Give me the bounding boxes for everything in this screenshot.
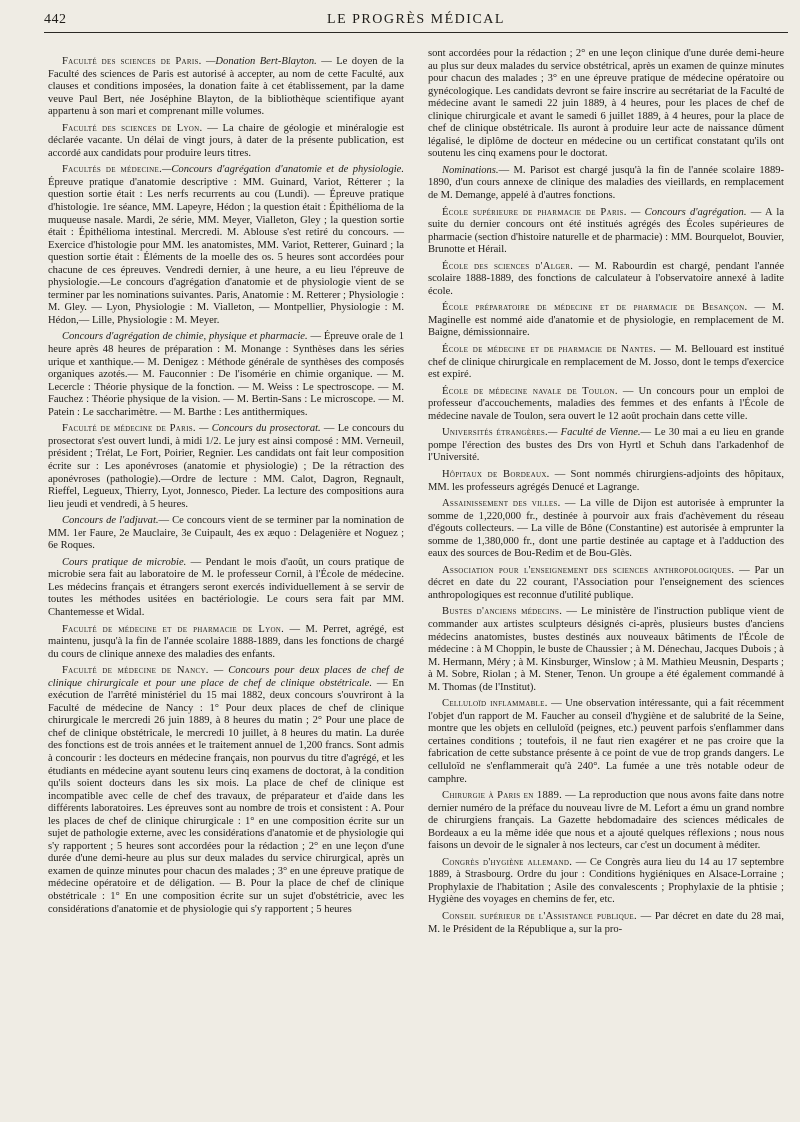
right-column — [428, 48, 784, 940]
news-item-text: — Le ministère de l'instruction publique vient de commander aux artistes sculpteurs désignés ci-après, plusieurs bustes d'anciens médecins anatomistes, bustes destinés aux nouveaux bâtiments de l'École de médecine : à M Choppin, le buste de Chaussier ; à M. Dénechau, Jacques Dubois ; à M. Hermann, Méry ; à M. Kinsburger, Winslow ; à M. Mathieu Meusnin, Desparts ; à M. Sobre, Riolan ; à M. Stener, Tenon. Un groupe a été également commandé à M. Thomas (de l'Institut). — [428, 606, 784, 693]
news-item-heading: Association pour l'enseignement des sciences anthropologiques. — [442, 564, 735, 576]
news-item — [428, 606, 784, 694]
news-item — [428, 261, 784, 299]
news-item-subheading: Concours de l'adjuvat. — [62, 515, 159, 527]
page-number: 442 — [44, 12, 67, 27]
news-item-heading: Faculté des sciences de Lyon. — [62, 122, 203, 134]
news-item — [428, 48, 784, 161]
news-item-heading: Universités étrangères. — [442, 427, 548, 439]
news-item — [48, 164, 404, 327]
news-item — [428, 498, 784, 561]
news-item — [48, 624, 404, 662]
news-item-text: — Par décret en date du 28 mai, M. le Président de la République a, sur la pro- — [428, 911, 784, 935]
news-item — [428, 302, 784, 340]
news-item-text: — M. Maginelle est nommé aide d'anatomie et de physiologie, en remplacement de M. Baigne, démissionnaire. — [428, 302, 785, 339]
news-item-heading: École de médecine et de pharmacie de Nantes. — [442, 344, 657, 356]
news-item-text: — Par un décret en date du 22 courant, l'Association pour l'enseignement des sciences anthropologiques est reconnue d'utilité publique. — [428, 564, 784, 601]
news-item — [428, 469, 784, 494]
journal-title: LE PROGRÈS MÉDICAL — [327, 12, 505, 27]
news-item — [428, 911, 784, 936]
news-item-heading: Faculté des sciences de Paris. — [62, 56, 202, 67]
news-item — [428, 427, 784, 465]
news-item — [48, 423, 404, 511]
news-item-text: — M. Rabourdin est chargé, pendant l'année scolaire 1888-1889, des fonctions de calculateur à l'observatoire annexé à ladite école. — [428, 260, 785, 297]
news-item-subheading: Cours pratique de microbie. — [62, 556, 187, 568]
news-item-text: — Un concours pour un emploi de professeur d'accouchements, maladies des femmes et des enfants à l'École de médecine navale de Toulon, sera ouvert le 12 août prochain dans cette ville. — [428, 385, 784, 422]
news-item-text: — Ce concours vient de se terminer par la nomination de MM. 1er Faure, 2e Mauclaire, 3e Cuipault, 4es ex æquo : Delagenière et Noguez ; 6e Roques. — [48, 515, 404, 552]
news-item-heading: Assainissement des villes. — [442, 498, 561, 510]
news-item-heading: École préparatoire de médecine et de pharmacie de Besançon. — [442, 302, 748, 314]
news-item-text: — Le doyen de la Faculté des sciences de Paris est autorisé à accepter, au nom de cette Faculté, aux clauses et conditions imposées, la donation faite à cet établissement, par la dame veuve Paul Bert, née Joséphine Blayton, de la bibliothèque scientifique ayant appartenu à son mari et comprenant mille volumes. — [48, 56, 404, 118]
news-item-text: — Sont nommés chirurgiens-adjoints des hôpitaux, MM. les professeurs agrégés Denucé et Lagrange. — [428, 468, 784, 493]
news-item-heading: École supérieure de pharmacie de Paris. — [442, 206, 627, 218]
news-item — [428, 857, 784, 907]
news-item-heading: Celluloïd inflammable. — [442, 698, 548, 710]
news-item-text: — M. Bellouard est institué chef de clinique chirurgicale en remplacement de M. Josso, dont le temps d'exercice est expiré. — [428, 344, 785, 381]
news-item — [428, 207, 784, 257]
news-item-text: sont accordées pour la rédaction ; 2° en une leçon clinique d'une durée demi-heure au plus sur deux malades du service obstétrical, après un examen de quinze minutes pour chacun des malades ; 3° en une épreuve pratique de médecine opératoire ou gynécologique. Les candidats devront se faire inscrire au secrétariat de la Faculté de médecine avant le samedi 22 juin 1889, à 4 heures, pour les places de chef de clinique chirurgicale et avant le samedi 6 juillet 1889, à 4 heures, pour la place de chef de clinique obstétricale. Ils auront à produire leur acte de naissance dûment légalisé, le diplôme de docteur en médecine ou un certificat constatant qu'ils ont soutenu les cinq examens pour le doctorat. — [428, 48, 784, 160]
news-item — [428, 790, 784, 853]
news-item-subheading: — Faculté de Vienne. — [548, 427, 641, 439]
news-item — [428, 165, 784, 203]
news-item-subheading: —Donation Bert-Blayton. — [201, 56, 317, 67]
news-item-text: — La chaire de géologie et minéralogie est déclarée vacante. Un délai de vingt jours, à dater de la présente publication, est accordé aux candidats pour produire leurs titres. — [48, 122, 404, 159]
news-item — [48, 515, 404, 553]
news-item — [428, 386, 784, 424]
news-item — [428, 698, 784, 786]
news-item-subheading: Concours d'agrégation de chimie, physique et pharmacie. — [62, 331, 308, 343]
news-item-heading: École des sciences d'Alger. — [442, 260, 574, 272]
news-item — [48, 331, 404, 419]
news-item — [48, 123, 404, 161]
news-item-text: — Une observation intéressante, qui a fait récemment l'objet d'un rapport de M. Faucher au conseil d'hygiène et de salubrité de la Seine, montre que les objets en celluloïd (peignes, etc.) peuvent parfois s'enflammer dans certaines conditions ; toutefois, il ne faut rien exagérer et ne pas croire que la fabrication de cette substance présente à ce point de vue de trop grands dangers. Le celluloïd ne s'enflammerait qu'à 240°. La fumée a une très notable odeur de camphre. — [428, 698, 785, 785]
news-item-text: — Épreuve orale de 1 heure après 48 heures de préparation : M. Monange : Synthèses dans les séries urique et xanthique.— M. Denigez : Méthode générale de synthèses des composés organiques azotés.— M. Fauconnier : De l'isomérie en chimie organique. — M. Lecercle : Théorie physique de la fonction. — M. Weiss : Le spectroscope. — M. Fauchez : Théorie physique de la vision. — M. Bertin-Sans : Le microscope. — M. Patein : Le saccharimètre. — M. Barthe : Les antithermiques. — [48, 331, 404, 418]
news-item-text: — La ville de Dijon est autorisée à emprunter la somme de 1,220,000 fr., destinée à pourvoir aux frais d'achèvement du réseau d'égouts collecteurs. — La ville de Bône (Constantine) est autorisée à emprunter la somme de 1,380,000 fr., dont une partie destinée au captage et à l'adduction des eaux des sources de Bou-Redim et de Bou-Glès. — [428, 498, 784, 560]
news-item-text: — En exécution de l'arrêté ministériel du 15 mai 1882, deux concours s'ouvriront à la Faculté de médecine de Nancy : 1° Pour deux places de chef de clinique chirurgicale le mercredi 26 juin 1889, à 8 heures du matin ; 2° Pour une place de chef de clinique obstétricale, le mercredi 10 juillet, à 8 heures du matin. La durée des fonctions est de trois années et le traitement annuel de 1,200 francs. Sont admis à concourir : les docteurs en médecine français, non pourvus du titre d'agrégé, et les étudiants en médecine ayant soutenu leurs cinq examens de doctorat, à la condition qu'ils soient docteurs dans les six mois. La place de chef de clinique est incompatible avec celle de chef des travaux, de préparateur et d'aide dans les différents laboratoires. Les épreuves sont au nombre de trois et consistent : A. Pour les places de chef de clinique chirurgicale : 1° en une composition écrite sur un sujet de pathologie externe, avec les considérations d'anatomie et de physiologie qui s'y rapportent ; 5 heures sont accordées pour la rédaction ; 2° en une leçon d'une durée d'une demi-heure au plus sur deux malades du service chirurgical, après un examen de quinze minutes pour chacun des malades ; 3° en une épreuve pratique de médecine opératoire et de déligation. — B. Pour la place de chef de clinique obstétricale : 1° En une composition écrite sur un sujet d'obstétricie, avec les considérations d'anatomie et de physiologie qui s'y rapportent ; 5 heures — [48, 677, 404, 915]
news-item-text: — La reproduction que nous avons faite dans notre dernier numéro de la préface du nouveau livre de M. Lefort a ému un grand nombre de chirurgiens français. La Gazette hebdomadaire des sciences médicales de Bordeaux a eu la même idée que nous et a ajouté quelques réflexions ; nous nous faisons un devoir de le signaler à nos lecteurs, car c'est un document à méditer. — [428, 790, 784, 852]
news-item-text: — M. Parisot est chargé jusqu'à la fin de l'année scolaire 1889-1890, d'un cours annexe de clinique des maladies des vieillards, en remplacement de M. Demange, appelé à d'autres fonctions. — [428, 164, 784, 202]
news-item-heading: Hôpitaux de Bordeaux. — [442, 468, 550, 480]
news-item-subheading: —Concours d'agrégation d'anatomie et de physiologie. — [162, 164, 404, 176]
news-item-text: — Le concours du prosectorat s'est ouvert lundi, à midi 1/2. Le jury est ainsi composé : MM. Verneuil, président ; Trélat, Le Fort, Poirier, Regnier. Les candidats ont fait leur composition écrite sur : Les aponévroses (anatomie et physiologie) ; De la rétraction des aponévroses (pathologie).—Ordre de lecture : MM. Calot, Dagron, Regnault, Rieffel, Legueux, Thierry, Lyot, Jonnesco, Pieder. La lecture des compositions aura lieu jeudi et vendredi, à 5 heures. — [48, 423, 404, 510]
news-item-heading: École de médecine navale de Toulon. — [442, 385, 618, 397]
news-item-subheading: — Concours du prosectorat. — [195, 423, 321, 435]
news-item — [48, 557, 404, 620]
news-item — [428, 565, 784, 603]
news-item-heading: Faculté de médecine de Paris. — [62, 423, 196, 435]
news-item-subheading: Nominations. — [442, 164, 499, 176]
news-item-text: — M. Perret, agrégé, est maintenu, jusqu'à la fin de l'année scolaire 1888-1889, dans les fonctions de chargé du cours de clinique annexe des maladies des enfants. — [48, 623, 404, 660]
page-header — [44, 10, 788, 33]
news-item-text: — Pendant le mois d'août, un cours pratique de microbie sera fait au laboratoire de M. le professeur Cornil, à l'École de médecine. Les médecins français et étrangers seront exercés individuellement à se servir de toutes les méthodes usitées en bactériologie. Le cours sera fait par MM. Chantemesse et Widal. — [48, 556, 405, 618]
news-item-heading: Congrès d'hygiène allemand. — [442, 856, 573, 868]
news-item-heading: Bustes d'anciens médecins. — [442, 606, 563, 618]
news-item-text: Épreuve pratique d'anatomie descriptive : MM. Guinard, Variot, Rétterer ; la question sortie était : Les nerfs recurrents au cou (Lundi). — Épreuve pratique d'histologie. 1re séance, MM. Lapeyre, Hédon ; la question était : Épithélioma de la muqueuse nasale. Mardi, 2e série, MM. Meyer, Vialleton, Gley ; la question sortie était : Épithélioma intestinal. Mercredi. M. Ablouse s'est retiré du concours. — Exercice d'histologie pour MM. les anatomistes, MM. Variot, Retterer, Guinard ; la question sortie était : Éléments de la moelle des os. 5 heures sont accordées pour chacune de ces épreuves. Vendredi dernier, à une heure, a eu lieu l'épreuve de physiologie.—Le concours d'agrégation d'anatomie et de physiologie vient de se terminer par les nominations suivantes. Paris, Anatomie : M. Retterer ; Physiologie : M. Gley. — Lyon, Physiologie : M. Vialleton, — Montpellier, Physiologie : M. Hédon,— Lille, Physiologie : M. Meyer. — [48, 176, 404, 326]
news-item-text: — A la suite du dernier concours ont été institués agrégés des Écoles supérieures de pharmacie (section d'histoire naturelle et de pharmacie) : MM. Bourquelot, Bouvier, Brunotte et Hérail. — [428, 206, 784, 256]
news-item — [428, 344, 784, 382]
news-item-subheading: — Concours pour deux places de chef de clinique chirurgicale et pour une place de chef de clinique obstétricale. — [48, 665, 404, 689]
news-item-heading: Conseil supérieur de l'Assistance publique. — [442, 911, 637, 922]
news-item-subheading: — Concours d'agrégation. — [626, 206, 747, 218]
news-item — [48, 56, 404, 119]
news-item-heading: Chirurgie à Paris en 1889. — [442, 790, 563, 802]
news-item-text: — Le 30 mai a eu lieu en grande pompe l'érection des bustes des Drs von Hyrtl et Schuh dans l'arkadenhof de l'Université. — [428, 427, 784, 464]
news-item-heading: Faculté de médecine et de pharmacie de Lyon. — [62, 623, 285, 635]
news-item-text: — Ce Congrès aura lieu du 14 au 17 septembre 1889, à Strasbourg. Ordre du jour : Conditions hygiéniques en Alsace-Lorraine ; Prophylaxie de l'habitation ; Asile des convalescents ; Prophylaxie de la phtisie ; Hygiène des voyages en chemins de fer, etc. — [428, 856, 784, 906]
left-column — [48, 56, 404, 920]
news-item-heading: Faculté de médecine de Nancy. — [62, 665, 209, 677]
news-item — [48, 665, 404, 916]
news-item-heading: Facultés de médecine. — [62, 164, 163, 176]
